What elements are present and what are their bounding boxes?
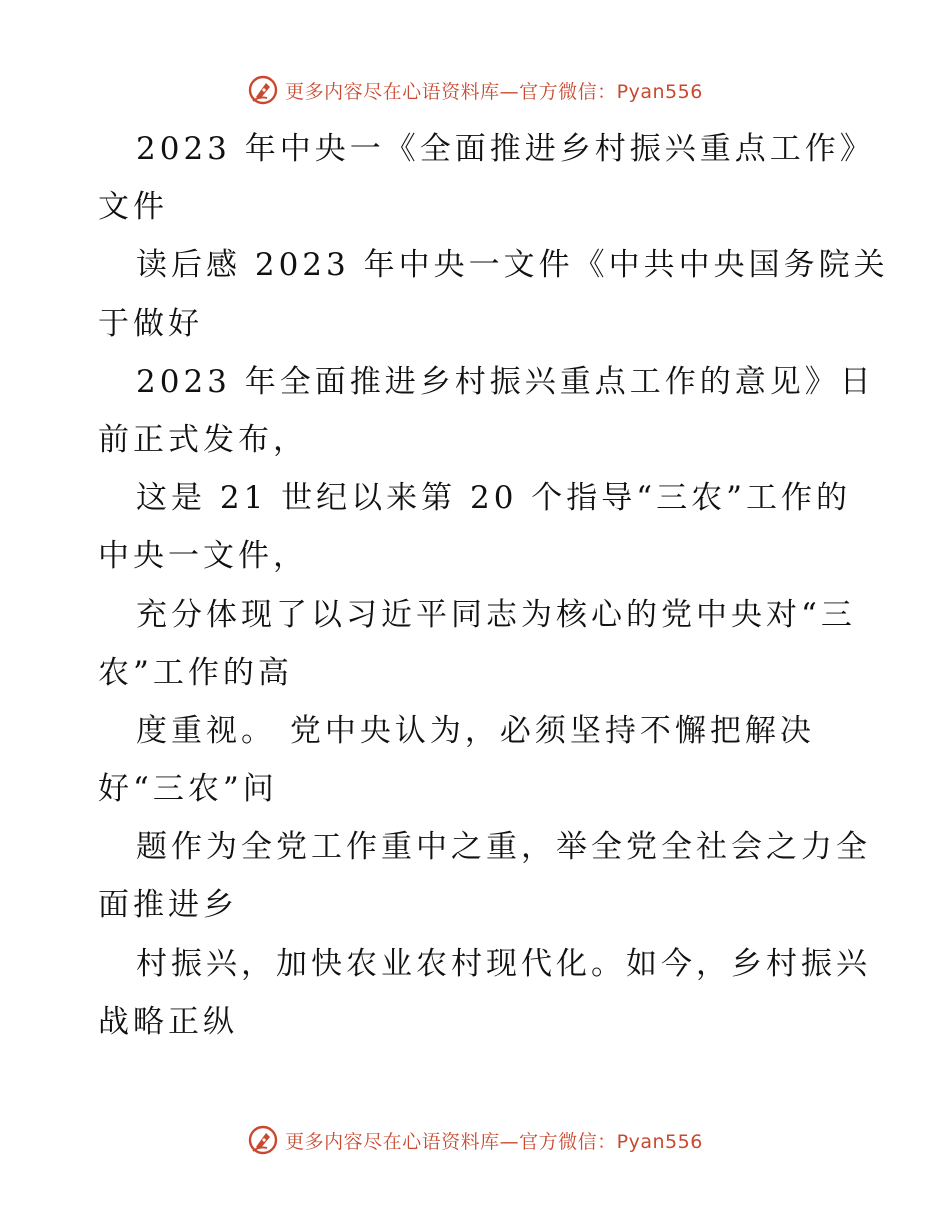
- document-line: 村振兴，加快农业农村现代化。如今，乡村振兴: [136, 945, 871, 982]
- document-line: 好“三农”问: [98, 771, 278, 808]
- footer-watermark: [0, 1120, 950, 1160]
- document-line: 充分体现了以习近平同志为核心的党中央对“三: [136, 596, 856, 633]
- header-watermark-text: 更多内容尽在心语资料库—官方微信：Pyan556: [285, 80, 703, 103]
- document-line: 这是 21 世纪以来第 20 个指导“三农”工作的: [136, 480, 852, 517]
- document-line: 农”工作的高: [98, 654, 293, 691]
- document-line: 战略正纵: [98, 1003, 238, 1040]
- document-line: 读后感 2023 年中央一文件《中共中央国务院关: [136, 247, 889, 284]
- footer-watermark-inner: [247, 1124, 703, 1156]
- header-watermark: [0, 70, 950, 110]
- header-watermark-inner: [247, 74, 703, 106]
- pen-nib-logo-icon: [247, 1124, 279, 1156]
- document-line: 中央一文件，: [98, 538, 308, 575]
- document-line: 面推进乡: [98, 887, 238, 924]
- document-line: 2023 年全面推进乡村振兴重点工作的意见》日: [136, 363, 875, 400]
- document-line: 文件: [98, 189, 168, 226]
- document-line: 题作为全党工作重中之重，举全党全社会之力全: [136, 829, 871, 866]
- document-line: 2023 年中央一《全面推进乡村振兴重点工作》: [136, 131, 875, 167]
- pen-nib-logo-icon: [247, 74, 279, 106]
- document-line: 于做好: [98, 305, 203, 342]
- footer-watermark-text: 更多内容尽在心语资料库—官方微信：Pyan556: [285, 1130, 703, 1153]
- document-line: 前正式发布，: [98, 421, 308, 458]
- document-line: 度重视。 党中央认为，必须坚持不懈把解决: [136, 712, 815, 749]
- document-body: [98, 120, 889, 1051]
